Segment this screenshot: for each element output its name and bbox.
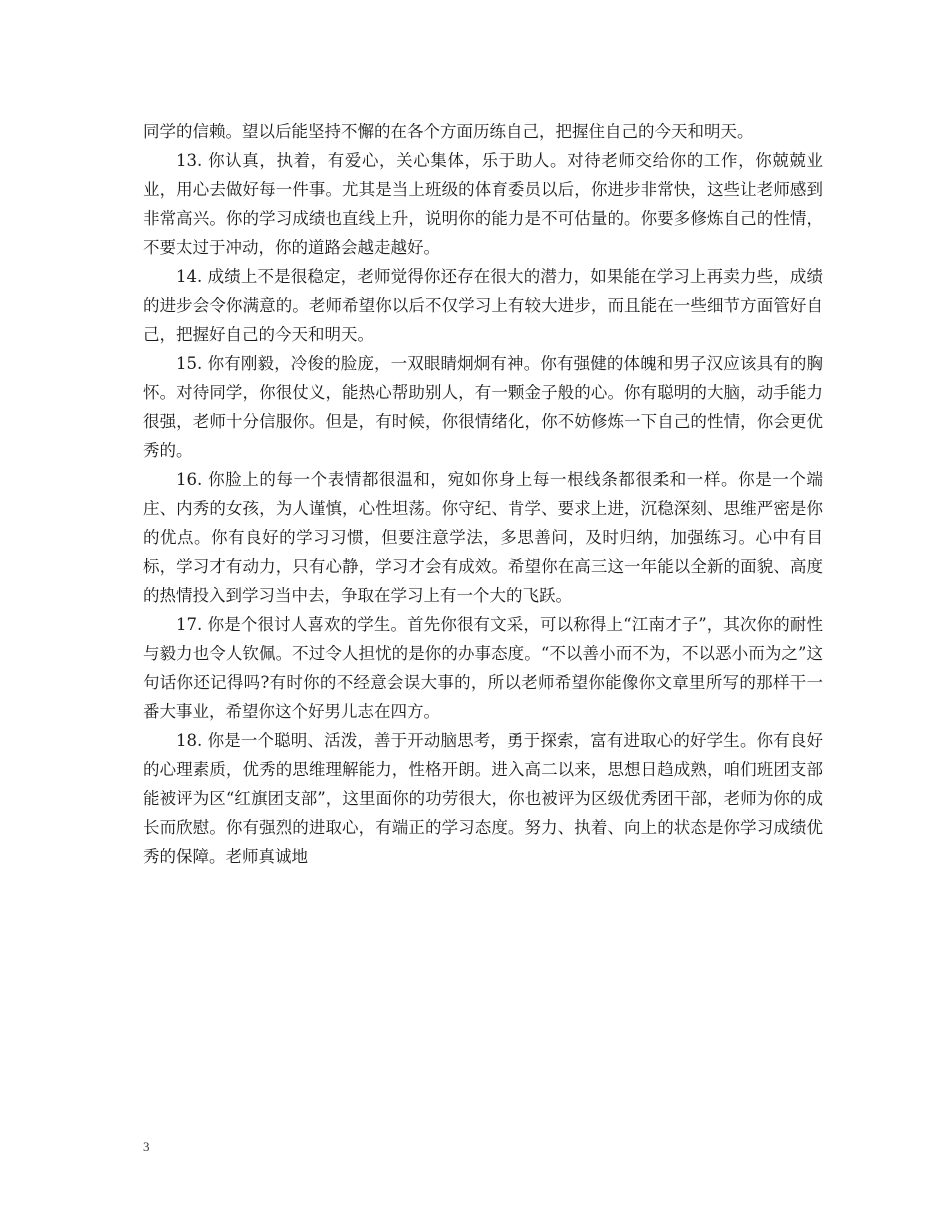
page-number: 3: [143, 1139, 150, 1154]
document-body: [143, 117, 823, 871]
comment-15: 15. 你有刚毅，冷俊的脸庞，一双眼睛炯炯有神。你有强健的体魄和男子汉应该具有的胸怀。对待同学，你很仗义，能热心帮助别人，有一颗金子般的心。你有聪明的大脑，动手能力很强，老师十分信服你。但是，有时候，你很情绪化，你不妨修炼一下自己的性情，你会更优秀的。: [143, 354, 823, 460]
comment-16: 16. 你脸上的每一个表情都很温和，宛如你身上每一根线条都很柔和一样。你是一个端庄、内秀的女孩，为人谨慎，心性坦荡。你守纪、肯学、要求上进，沉稳深刻、思维严密是你的优点。你有良好的学习习惯，但要注意学法，多思善问，及时归纳，加强练习。心中有目标，学习才有动力，只有心静，学习才会有成效。希望你在高三这一年能以全新的面貌、高度的热情投入到学习当中去，争取在学习上有一个大的飞跃。: [143, 470, 823, 605]
comment-14: 14. 成绩上不是很稳定，老师觉得你还存在很大的潜力，如果能在学习上再卖力些，成绩的进步会令你满意的。老师希望你以后不仅学习上有较大进步，而且能在一些细节方面管好自己，把握好自己的今天和明天。: [143, 267, 823, 344]
comment-17: 17. 你是个很讨人喜欢的学生。首先你很有文采，可以称得上“江南才子”，其次你的耐性与毅力也令人钦佩。不过令人担忧的是你的办事态度。“不以善小而不为，不以恶小而为之”这句话你还记得吗?有时你的不经意会误大事的，所以老师希望你能像你文章里所写的那样干一番大事业，希望你这个好男儿志在四方。: [143, 615, 823, 721]
paragraph-continuation: 同学的信赖。望以后能坚持不懈的在各个方面历练自己，把握住自己的今天和明天。: [143, 122, 754, 141]
comment-13: 13. 你认真，执着，有爱心，关心集体，乐于助人。对待老师交给你的工作，你兢兢业业，用心去做好每一件事。尤其是当上班级的体育委员以后，你进步非常快，这些让老师感到非常高兴。你的学习成绩也直线上升，说明你的能力是不可估量的。你要多修炼自己的性情，不要太过于冲动，你的道路会越走越好。: [143, 151, 823, 257]
comment-18: 18. 你是一个聪明、活泼，善于开动脑思考，勇于探索，富有进取心的好学生。你有良好的心理素质，优秀的思维理解能力，性格开朗。进入高二以来，思想日趋成熟，咱们班团支部能被评为区“红旗团支部”，这里面你的功劳很大，你也被评为区级优秀团干部，老师为你的成长而欣慰。你有强烈的进取心，有端正的学习态度。努力、执着、向上的状态是你学习成绩优秀的保障。老师真诚地: [143, 731, 823, 866]
